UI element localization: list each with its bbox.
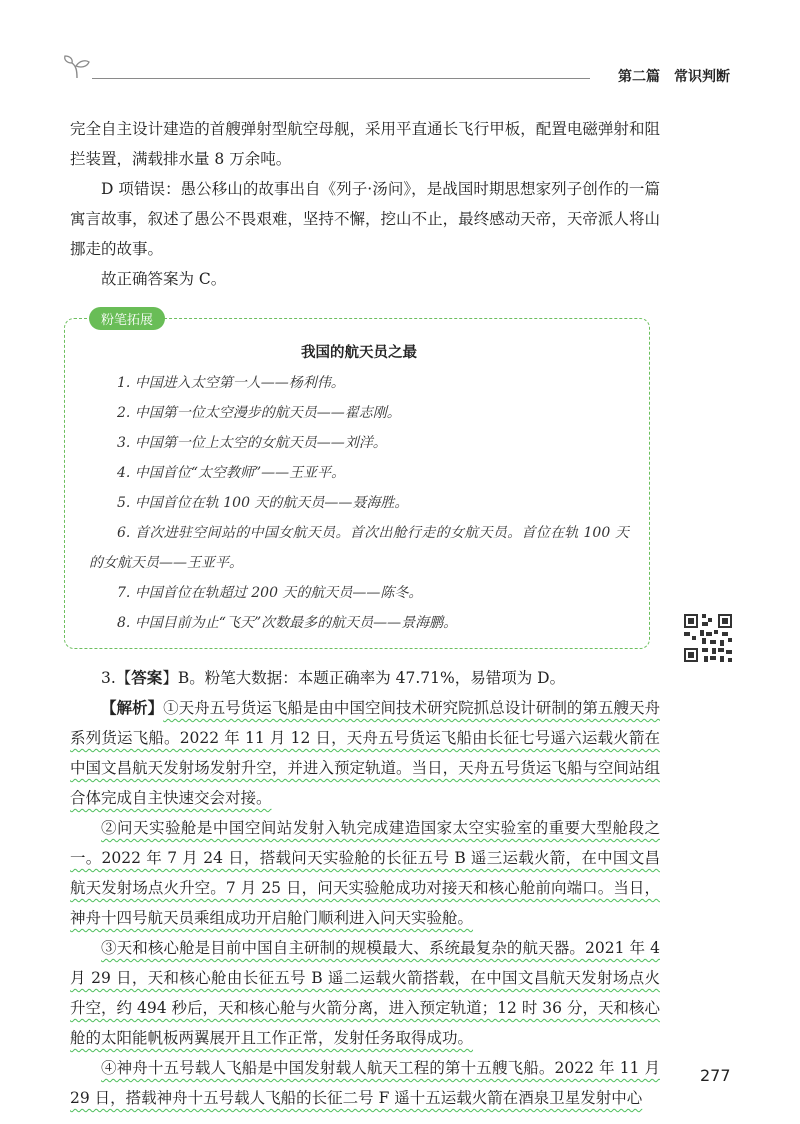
paragraph-2: D 项错误：愚公移山的故事出自《列子·汤问》，是战国时期思想家列子创作的一篇寓言故事，叙述了愚公不畏艰难，坚持不懈，挖山不止，最终感动天帝，天帝派人将山挪走的故事。 — [70, 180, 660, 258]
analysis-1: ①天舟五号货运飞船是由中国空间技术研究院抓总设计研制的第五艘天舟系列货运飞船。2022 年 11 月 12 日，天舟五号货运飞船由长征七号遥六运载火箭在中国文昌航天发射场发射升空，并进入预定轨道。当日，天舟五号货运飞船与空间站组合体完成自主快速交会对接。 — [70, 699, 660, 807]
astronaut-item-2: 2. 中国第一位太空漫步的航天员——翟志刚。 — [117, 405, 401, 421]
astronaut-item-4: 4. 中国首位“太空教师”——王亚平。 — [117, 465, 346, 481]
page-number: 277 — [700, 1066, 731, 1085]
astronaut-item-5: 5. 中国首位在轨 100 天的航天员——聂海胜。 — [117, 495, 409, 511]
answer-label: 答案 — [131, 669, 163, 687]
extension-box-tag: 粉笔拓展 — [89, 307, 165, 330]
extension-box-title: 我国的航天员之最 — [301, 345, 417, 361]
analysis-2: ②问天实验舱是中国空间站发射入轨完成建造国家太空实验室的重要大型舱段之一。2022 年 7 月 24 日，搭载问天实验舱的长征五号 B 遥三运载火箭，在中国文昌航天发射场点火升空。7 月 25 日，问天实验舱成功对接天和核心舱前向端口。当日，神舟十四号航天员乘组成功开启舱门顺利进入问天实验舱。 — [70, 819, 660, 927]
astronaut-item-6: 6. 首次进驻空间站的中国女航天员。首次出舱行走的女航天员。首位在轨 100 天的女航天员——王亚平。 — [89, 525, 629, 571]
paragraph-1: 完全自主设计建造的首艘弹射型航空母舰，采用平直通长飞行甲板，配置电磁弹射和阻拦装置，满载排水量 8 万余吨。 — [70, 120, 660, 168]
paragraph-3: 故正确答案为 C。 — [101, 270, 227, 288]
header-rule — [92, 78, 590, 79]
header-title — [604, 66, 730, 86]
analysis-3: ③天和核心舱是目前中国自主研制的规模最大、系统最复杂的航天器。2021 年 4 月 29 日，天和核心舱由长征五号 B 遥二运载火箭搭载，在中国文昌航天发射场点火升空，约 494 秒后，天和核心舱与火箭分离，进入预定轨道；12 时 36 分，天和核心舱的太阳能帆板两翼展开且工作正常，发射任务取得成功。 — [70, 939, 660, 1047]
qr-code-icon[interactable] — [682, 612, 734, 664]
analysis-label: 【解析】 — [101, 699, 164, 717]
answer-prefix: 3.【 — [101, 669, 132, 687]
header-section: 第二篇 — [618, 69, 660, 85]
page-header — [58, 52, 740, 88]
sprout-leaf-icon — [62, 54, 92, 80]
astronaut-item-8: 8. 中国目前为止“飞天”次数最多的航天员——景海鹏。 — [117, 615, 458, 631]
astronaut-item-7: 7. 中国首位在轨超过 200 天的航天员——陈冬。 — [117, 585, 423, 601]
answer-line — [70, 663, 660, 693]
analysis-1-line — [70, 693, 660, 813]
header-subject: 常识判断 — [674, 69, 730, 85]
astronaut-item-1: 1. 中国进入太空第一人——杨利伟。 — [117, 375, 345, 391]
astronaut-item-3: 3. 中国第一位上太空的女航天员——刘洋。 — [117, 435, 387, 451]
page-content — [70, 114, 660, 1113]
analysis-4: ④神舟十五号载人飞船是中国发射载人航天工程的第十五艘飞船。2022 年 11 月 29 日，搭载神舟十五号载人飞船的长征二号 F 遥十五运载火箭在酒泉卫星发射中心 — [70, 1059, 660, 1107]
extension-box — [64, 313, 650, 649]
answer-suffix: 】B。粉笔大数据：本题正确率为 47.71%，易错项为 D。 — [162, 669, 566, 687]
